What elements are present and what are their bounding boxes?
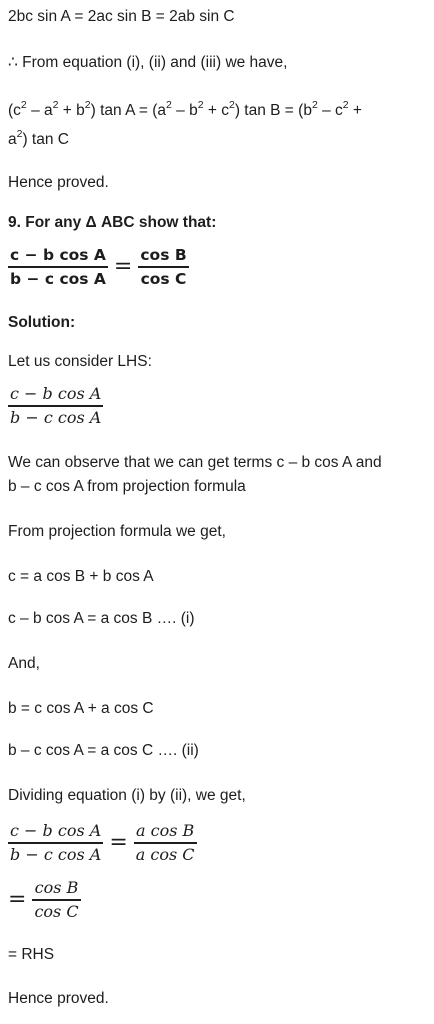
solution-heading: Solution: — [8, 314, 76, 331]
text-line-consider-lhs: Let us consider LHS: — [8, 353, 152, 370]
text-line-projection: From projection formula we get, — [8, 523, 226, 540]
question-text: . For any Δ ABC show that: — [16, 214, 217, 231]
question-9-heading — [8, 213, 216, 233]
text-line-tan-relation-2: $a^2$) tan C — [8, 128, 69, 148]
fraction-lhs: $\frac{\text{c − b cos A}}{\text{b − c cos A}}$ — [10, 246, 106, 288]
fraction-left: $\frac{\text{c − b cos A}}{\text{b − c cos A}}$ — [10, 821, 102, 864]
lhs-fraction-equation — [8, 383, 103, 429]
question-number: 9 — [8, 214, 17, 231]
dividing-equation — [8, 820, 197, 866]
text-line-hence-proved-2: Hence proved. — [8, 990, 109, 1007]
text-line-hence-proved-1: Hence proved. — [8, 174, 109, 191]
equals-sign: = — [8, 887, 27, 913]
fraction-result: $\frac{\text{cos B}}{\text{cos C}}$ — [34, 878, 79, 921]
fraction-right: $\frac{\text{a cos B}}{\text{a cos C}}$ — [135, 821, 195, 864]
text-line-observe-2: b – c cos A from projection formula — [8, 478, 246, 495]
question-9-equation — [8, 244, 189, 290]
text-line-eq-ii: b – c cos A = a cos C …. (ii) — [8, 742, 199, 759]
equals-sign: = — [113, 254, 133, 280]
text-line-rhs: = RHS — [8, 946, 55, 963]
equals-sign: = — [109, 830, 128, 856]
text-line-tan-relation-1: $(c^2 - a^2 + b^2)$ $\tan A = (a^2 - b^2 + c^2)$ $\tan B = (b^2 - c^2$ + — [8, 99, 362, 119]
text-line-and: And, — [8, 655, 40, 672]
text-line-eq-i: c – b cos A = a cos B …. (i) — [8, 610, 195, 627]
fraction-lhs: $\frac{\text{c − b cos A}}{\text{b − c cos A}}$ — [10, 384, 102, 427]
result-equation — [8, 877, 81, 923]
text-line-eq-b: b = c cos A + a cos C — [8, 700, 154, 717]
text-line-observe-1: We can observe that we can get terms c – b cos A and — [8, 454, 382, 471]
text-line-equation-sines: 2bc sin A = 2ac sin B = 2ab sin C — [8, 8, 235, 25]
text-line-eq-c: c = a cos B + b cos A — [8, 568, 154, 585]
fraction-rhs: $\frac{\text{cos B}}{\text{cos C}}$ — [140, 246, 187, 288]
text-line-from-equation: ∴ From equation (i), (ii) and (iii) we have, — [8, 54, 288, 71]
text-line-dividing: Dividing equation (i) by (ii), we get, — [8, 787, 246, 804]
